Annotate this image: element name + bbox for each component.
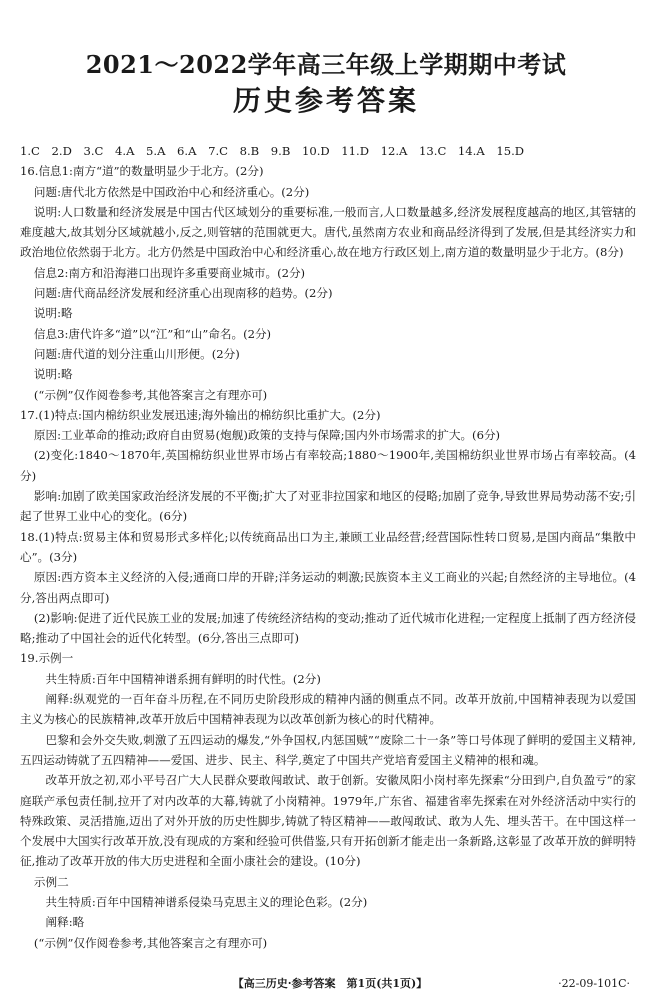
footer-doc-code: ·22-09-101C· bbox=[558, 977, 630, 990]
answer-line: 18.(1)特点:贸易主体和贸易形式多样化;以传统商品出口为主,兼顾工业品经营;经营国际性转口贸易,是国内商品“集散中心”。(3分) bbox=[20, 529, 636, 564]
answer-line: 问题:唐代商品经济发展和经济重心出现南移的趋势。(2分) bbox=[33, 286, 333, 301]
answer-line: 示例二 bbox=[33, 874, 69, 889]
answer-line: (“示例”仅作阅卷参考,其他答案言之有理亦可) bbox=[33, 387, 268, 402]
answer-line: 19.示例一 bbox=[20, 651, 74, 666]
answer-line: 影响:加剧了欧美国家政治经济发展的不平衡;扩大了对亚非拉国家和地区的侵略;加剧了竞争,导致世界局势动荡不安;引起了世界工业中心的变化。(6分) bbox=[20, 489, 636, 524]
answer-line: (2)变化:1840～1870年,英国棉纺织业世界市场占有率较高;1880～1900年,美国棉纺织业世界市场占有率较高。(4分) bbox=[20, 448, 636, 483]
answer-line: 说明:略 bbox=[33, 367, 73, 382]
answer-line: 阐释:纵观党的一百年奋斗历程,在不同历史阶段形成的精神内涵的侧重点不同。改革开放前,中国精神表现为以爱国主义为核心的民族精神,改革开放后中国精神表现为以改革创新为核心的时代精神。 bbox=[20, 692, 636, 727]
answer-line: (“示例”仅作阅卷参考,其他答案言之有理亦可) bbox=[33, 935, 268, 950]
document-subtitle: 历史参考答案 bbox=[232, 84, 419, 117]
answer-line: 1.C 2.D 3.C 4.A 5.A 6.A 7.C 8.B 9.B 10.D 11.D 12.A 13.C 14.A 15.D bbox=[20, 144, 525, 158]
answer-line: 信息3:唐代许多“道”以“江”和“山”命名。(2分) bbox=[33, 326, 272, 341]
answer-line: 问题:唐代北方依然是中国政治中心和经济重心。(2分) bbox=[33, 184, 310, 199]
answer-line: (2)影响:促进了近代民族工业的发展;加速了传统经济结构的变动;推动了近代城市化进程;一定程度上抵制了西方经济侵略;推动了中国社会的近代化转型。(6分,答出三点即可) bbox=[20, 610, 636, 646]
answer-content bbox=[20, 141, 636, 953]
answer-line: 原因:工业革命的推动;政府自由贸易(炮舰)政策的支持与保障;国内外市场需求的扩大。(6分) bbox=[33, 428, 501, 443]
answer-line: 说明:略 bbox=[33, 306, 73, 321]
answer-line: 17.(1)特点:国内棉纺织业发展迅速;海外输出的棉纺织比重扩大。(2分) bbox=[20, 407, 381, 422]
answer-line: 巴黎和会外交失败,刺激了五四运动的爆发,“外争国权,内惩国贼”“废除二十一条”等口号体现了鲜明的爱国主义精神,五四运动铸就了五四精神——爱国、进步、民主、科学,奠定了中国共产党培育爱国主义精神的根和魂。 bbox=[20, 732, 636, 767]
answer-line: 共生特质:百年中国精神谱系侵染马克思主义的理论色彩。(2分) bbox=[45, 894, 368, 909]
footer-page-label: 【高三历史·参考答案 第1页(共1页)】 bbox=[232, 977, 428, 990]
answer-line: 原因:西方资本主义经济的入侵;通商口岸的开辟;洋务运动的刺激;民族资本主义工商业的兴起;自然经济的主导地位。(4分,答出两点即可) bbox=[20, 570, 636, 605]
page-footer bbox=[0, 973, 652, 995]
answer-line: 说明:人口数量和经济发展是中国古代区域划分的重要标准,一般而言,人口数量越多,经济发展程度越高的地区,其管辖的难度越大,故其划分区域就越小,反之,则管辖的范围就更大。唐代,虽然南方农业和商品经济得到了发展,但是其经济实力和政治地位依然弱于北方。北方仍然是中国政治中心和经济重心,故在地方行政区划上,南方道的数量明显少于北方。(8分) bbox=[20, 204, 636, 260]
answer-line: 信息2:南方和沿海港口出现许多重要商业城市。(2分) bbox=[33, 265, 306, 280]
answer-line: 共生特质:百年中国精神谱系拥有鲜明的时代性。(2分) bbox=[45, 671, 321, 686]
exam-title: 2021～2022学年高三年级上学期期中考试 bbox=[85, 50, 567, 79]
answer-line: 改革开放之初,邓小平号召广大人民群众要敢闯敢试、敢于创新。安徽凤阳小岗村率先探索“分田到户,自负盈亏”的家庭联产承包责任制,拉开了对内改革的大幕,铸就了小岗精神。1979年,广东省、福建省率先探索在对外经济活动中实行的特殊政策、灵活措施,迈出了对外开放的历史性脚步,铸就了特区精神——敢闯敢试、敢为人先、埋头苦干。在中国这样一个发展中大国实行改革开放,没有现成的方案和经验可供借鉴,只有开拓创新才能走出一条新路,这彰显了改革开放的鲜明特征,推动了改革开放的伟大历史进程和全面小康社会的建设。(10分) bbox=[20, 773, 636, 869]
answer-line: 16.信息1:南方“道”的数量明显少于北方。(2分) bbox=[20, 164, 264, 179]
answer-line: 阐释:略 bbox=[45, 915, 85, 930]
answer-line: 问题:唐代道的划分注重山川形便。(2分) bbox=[33, 346, 240, 361]
